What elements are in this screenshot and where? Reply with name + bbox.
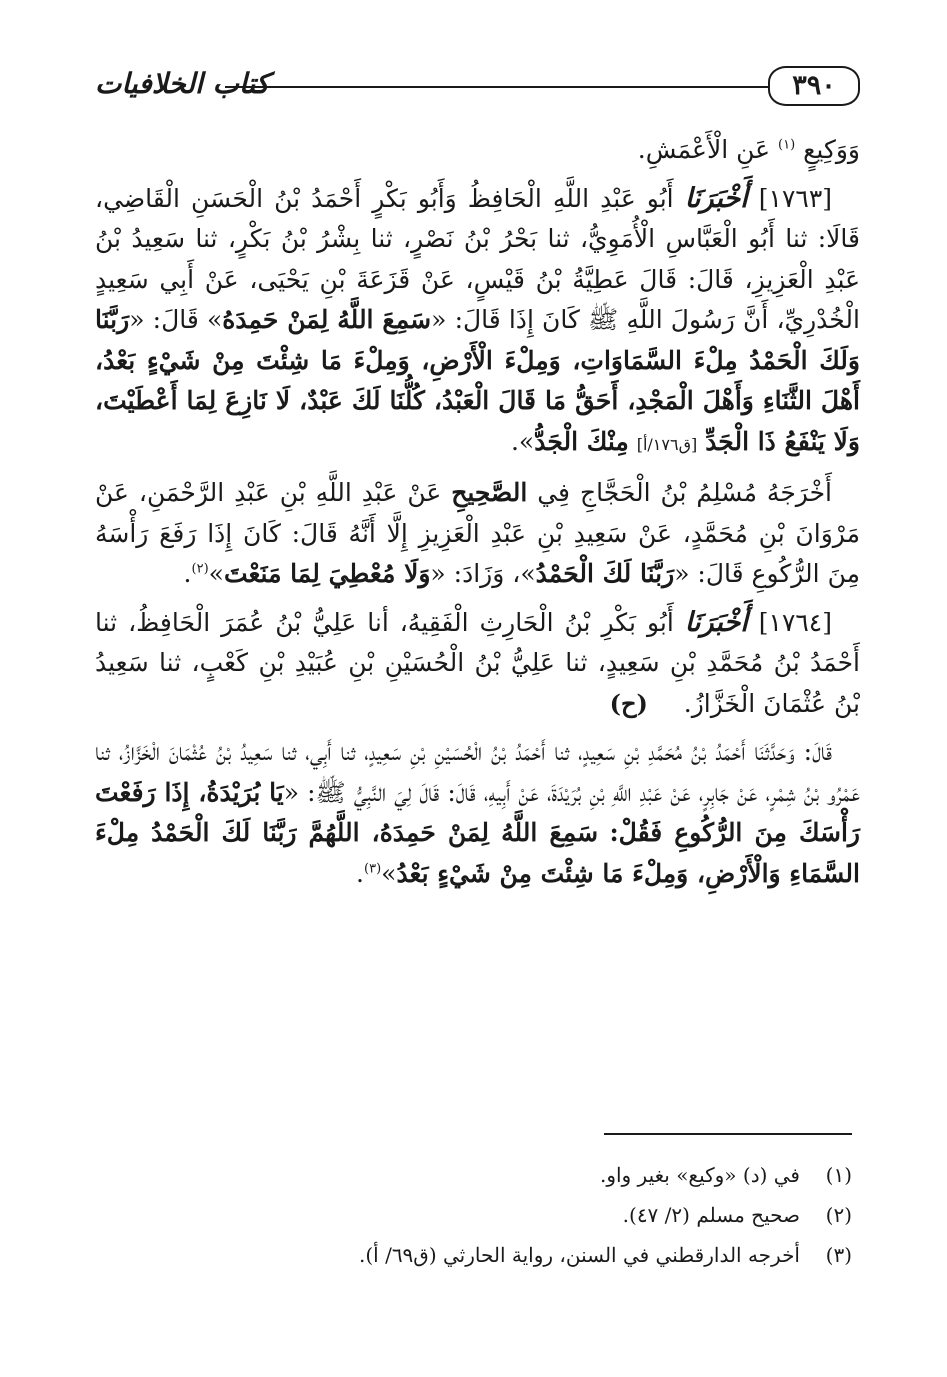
text-segment: » [208,559,224,588]
footnote-number: (٢) [825,1203,852,1227]
footnote-text: في (د) «وكيع» بغير واو. [599,1163,800,1187]
hadith-1764-second-chain [95,732,860,894]
text-segment: . [183,559,192,588]
text-segment: »، وَزَادَ: « [430,559,536,588]
hadith-number: [١٧٦٤] [758,607,832,637]
isnad-text: أَبُو بَكْرِ بْنُ الْحَارِثِ الْفَقِيهُ، أنا عَلِيُّ بْنُ عُمَرَ الْحَافِظُ، ثنا أَحْمَدُ بْنُ مُحَمَّدِ بْنِ سَعِيدٍ، ثنا عَلِيُّ بْنُ الْحُسَيْنِ بْنِ عُبَيْدِ بْنِ كَعْبٍ، ثنا سَعِيدُ بْنُ عُثْمَانَ الْخَزَّازُ. [95,607,860,718]
footnote-text: أخرجه الدارقطني في السنن، رواية الحارثي (ق٦٩/ أ). [359,1243,800,1267]
footnotes [87,1155,852,1275]
text-segment: . [356,858,364,888]
footnote [87,1195,852,1235]
text-segment: عَنِ الْأَعْمَشِ. [637,135,771,164]
tahwil-mark: (ح) [609,688,648,718]
hadith-text: رَبَّنَا وَلَكَ الْحَمْدُ مِلْءَ السَّمَاوَاتِ، وَمِلْءَ الْأَرْضِ، وَمِلْءَ مَا شِئْتَ مِنْ شَيْءٍ بَعْدُ، أَهْلَ الثَّنَاءِ وَأَهْلَ الْمَجْدِ، أَحَقُّ مَا قَالَ الْعَبْدُ، كُلُّنَا لَكَ عَبْدٌ، لَا نَازِعَ لِمَا أَعْطَيْتَ، وَلَا يَنْفَعُ ذَا الْجَدِّ [95,305,860,456]
text-segment: أَخْرَجَهُ مُسْلِمُ بْنُ الْحَجَّاجِ فِي [537,478,832,507]
isnad-text: قَالَ: وَحَدَّثَنَا أَحْمَدُ بْنُ مُحَمَّدِ بْنِ سَعِيدٍ، ثنا أَحْمَدُ بْنُ الْحُسَيْنِ بْنِ سَعِيدٍ، ثنا أَبِي، ثنا سَعِيدُ بْنُ عُثْمَانَ الْخَزَّازُ، ثنا عَمْرُو بْنُ شِمْرٍ، عَنْ جَابِرٍ، عَنْ عَبْدِ اللَّهِ بْنِ بُرَيْدَةَ، عَنْ أَبِيهِ، قَالَ: قَالَ لِيَ النَّبِيُّ ﷺ: « [95,737,861,807]
paragraph-continuation [95,130,860,171]
hadith-number: [١٧٦٣] [758,183,833,213]
hadith-text: مِنْكَ الْجَدُّ [534,426,629,456]
footnote-ref: (١) [778,137,796,153]
hadith-text: سَمِعَ اللَّهُ لِمَنْ حَمِدَهُ [222,305,432,334]
isnad-text: أَبُو عَبْدِ اللَّهِ الْحَافِظُ وَأَبُو بَكْرٍ أَحْمَدُ بْنُ الْحَسَنِ الْقَاضِي، قَالَا: ثنا أَبُو الْعَبَّاسِ الْأُمَوِيُّ، ثنا بَحْرُ بْنُ نَصْرٍ، ثنا بِشْرُ بْنُ بَكْرٍ، ثنا سَعِيدُ بْنُ عَبْدِ الْعَزِيزِ، قَالَ: قَالَ عَطِيَّةُ بْنُ قَيْسٍ، عَنْ قَزَعَةَ بْنِ يَحْيَى، عَنْ أَبِي سَعِيدٍ الْخُدْرِيِّ، أَنَّ رَسُولَ اللَّهِ ﷺ كَانَ إِذَا قَالَ: « [95,183,860,334]
footnote-ref: (٢) [191,561,209,577]
footnote-ref: (٣) [364,861,382,877]
takhrij-paragraph [95,473,860,595]
text-segment: عَنْ عَبْدِ اللَّهِ بْنِ عَبْدِ الرَّحْمَنِ، عَنْ مَرْوَانَ بْنِ مُحَمَّدٍ، عَنْ سَعِيدِ بْنِ عَبْدِ الْعَزِيزِ إِلَّا أَنَّهُ قَالَ: كَانَ إِذَا رَفَعَ رَأْسَهُ مِنَ الرُّكُوعِ قَالَ: « [95,478,860,588]
book-name: الصَّحِيحِ [451,478,528,507]
footnote [87,1235,852,1275]
hadith-text: رَبَّنَا لَكَ الْحَمْدُ [535,559,675,588]
isnad-opening: أَخْبَرَنَا [684,182,748,214]
manuscript-ref: [ق١٧٦/أ] [636,434,698,454]
footnote-text: صحيح مسلم (٢/ ٤٧). [622,1203,800,1227]
footnote-number: (٣) [825,1243,852,1267]
page-header [95,62,860,112]
text-segment: وَوَكِيعٍ [803,135,860,164]
hadith-text: وَلَا مُعْطِيَ لِمَا مَنَعْتَ [223,559,431,588]
hadith-text: سَمِعَ اللَّهُ لِمَنْ حَمِدَهُ، اللَّهُمَّ رَبَّنَا لَكَ الْحَمْدُ مِلْءَ السَّمَاءِ وَالْأَرْضِ، وَمِلْءَ مَا شِئْتَ مِنْ شَيْءٍ بَعْدُ [95,818,860,888]
footnote [87,1155,852,1195]
text-segment: ». [510,426,535,456]
book-title: كتاب الخلافيات [95,67,270,100]
hadith-text: يَا بُرَيْدَةُ، إِذَا رَفَعْتَ رَأْسَكَ مِنَ الرُّكُوعِ فَقُلْ: [95,777,860,847]
footnote-number: (١) [825,1163,852,1187]
isnad-opening: أَخْبَرَنَا [684,606,748,638]
page-number: ٣٩٠ [768,66,860,106]
hadith-1764 [95,603,860,725]
text-segment: » قَالَ: « [129,305,223,334]
text-segment: » [381,858,397,888]
header-rule [225,86,768,88]
main-text [95,130,860,902]
hadith-1763 [95,179,860,466]
footnote-rule [604,1133,852,1135]
